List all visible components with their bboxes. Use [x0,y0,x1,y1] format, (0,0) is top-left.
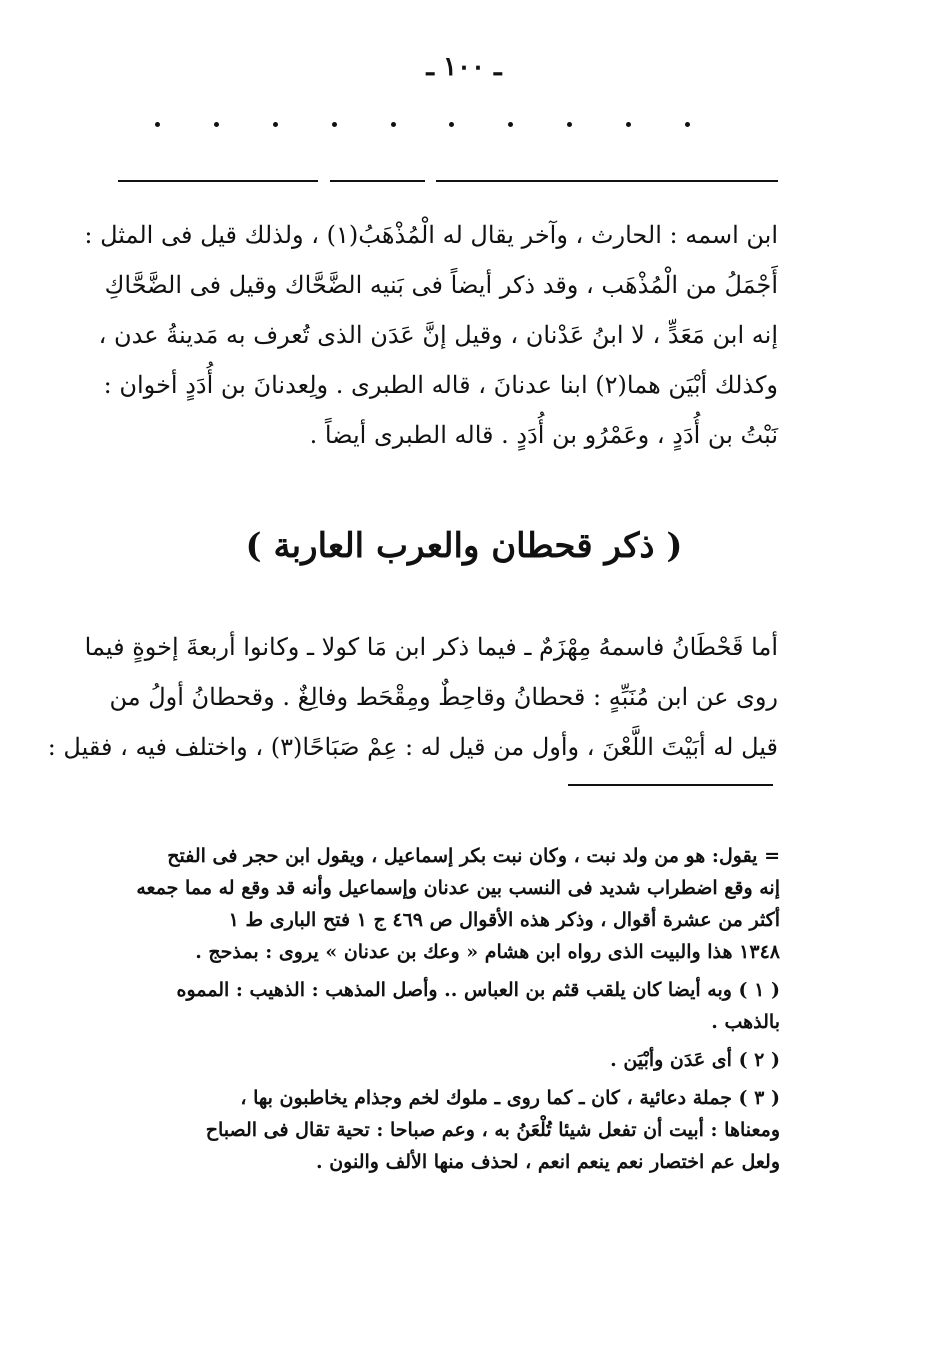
text-line: ابن اسمه : الحارث ، وآخر يقال له الْمُذْهَبُ(١) ، ولذلك قيل فى المثل : [84,221,778,249]
text-line: روى عن ابن مُنَبِّهٍ : قحطانُ وقاحِطٌ ومِقْحَط وفالِغٌ . وقحطانُ أولُ من [109,683,778,711]
divider-segment [330,180,425,182]
footnotes [108,840,780,1184]
footnote-line: ولعل عم اختصار نعم ينعم انعم ، لحذف منها الألف والنون . [315,1151,780,1173]
text-line: وكذلك أبْيَن هما(٢) ابنا عدنانَ ، قاله الطبرى . ولِعدنانَ بن أُدَدٍ أخوان : [103,371,778,399]
text-line: أما قَحْطَانُ فاسمهُ مِهْزَمٌ ـ فيما ذكر ابن مَا كولا ـ وكانوا أربعةَ إخوةٍ فيما [84,633,778,661]
footnote-line: ( ٣ ) جملة دعائية ، كان ـ كما روى ـ ملوك لخم وجذام يخاطبون بها ، [240,1087,780,1109]
page-number: ـ ١٠٠ ـ [426,52,502,82]
footnote-line: ١٣٤٨ هذا والبيت الذى رواه ابن هشام « وعك بن عدنان » يروى : بمذحج . [195,941,780,963]
ellipsis-dot [567,122,572,127]
ellipsis-dot [273,122,278,127]
ellipsis-dot [155,122,160,127]
footnote-line: ومعناها : أبيت أن تفعل شيئا تُلْعَنُ به ، وعم صباحا : تحية تقال فى الصباح [205,1119,780,1141]
text-line: قيل له أبَيْتَ اللَّعْنَ ، وأول من قيل له : عِمْ صَبَاحًا(٣) ، واختلف فيه ، فقيل : [47,733,778,761]
ellipsis-dot [508,122,513,127]
section-heading: ( ذكر قحطان والعرب العاربة ) [245,526,683,566]
ellipsis-dot [626,122,631,127]
section-divider [118,180,778,182]
ellipsis-dots-row [155,122,690,127]
footnote-line: بالذهب . [711,1011,780,1033]
text-line: أَجْمَلُ من الْمُذْهَب ، وقد ذكر أيضاً فى بَنيه الضَّحَّاك وقيل فى الضَّحَّاكِ [104,271,778,299]
footnote-3 [108,1082,780,1178]
footnote-continued [108,840,780,968]
ellipsis-dot [391,122,396,127]
ellipsis-dot [214,122,219,127]
divider-segment [436,180,778,182]
footnote-1 [108,974,780,1038]
footnote-line: ( ٢ ) أى عَدَن وأبْيَن . [610,1049,780,1071]
footnote-line: = يقول: هو من ولد نبت ، وكان نبت بكر إسماعيل ، ويقول ابن حجر فى الفتح [167,845,780,867]
text-line: إنه ابن مَعَدٍّ ، لا ابنُ عَدْنان ، وقيل إنَّ عَدَن الذى تُعرف به مَدينةُ عدن ، [98,321,778,349]
ellipsis-dot [332,122,337,127]
footnote-2 [108,1044,780,1076]
footnote-line: إنه وقع اضطراب شديد فى النسب بين عدنان وإسماعيل وأنه قد وقع له مما جمعه [136,877,780,899]
text-line: نَبْتُ بن أُدَدٍ ، وعَمْرُو بن أُدَدٍ . قاله الطبرى أيضاً . [309,421,778,449]
footnote-separator [568,784,773,786]
body-paragraph-1 [84,210,778,460]
ellipsis-dot [449,122,454,127]
ellipsis-dot [685,122,690,127]
footnote-line: ( ١ ) وبه أيضا كان يلقب قثم بن العباس .. وأصل المذهب : الذهيب : المموه [176,979,780,1001]
body-paragraph-2 [47,622,778,772]
divider-segment [118,180,318,182]
footnote-line: أكثر من عشرة أقوال ، وذكر هذه الأقوال ص ٤٦٩ ج ١ فتح البارى ط ١ [228,909,780,931]
